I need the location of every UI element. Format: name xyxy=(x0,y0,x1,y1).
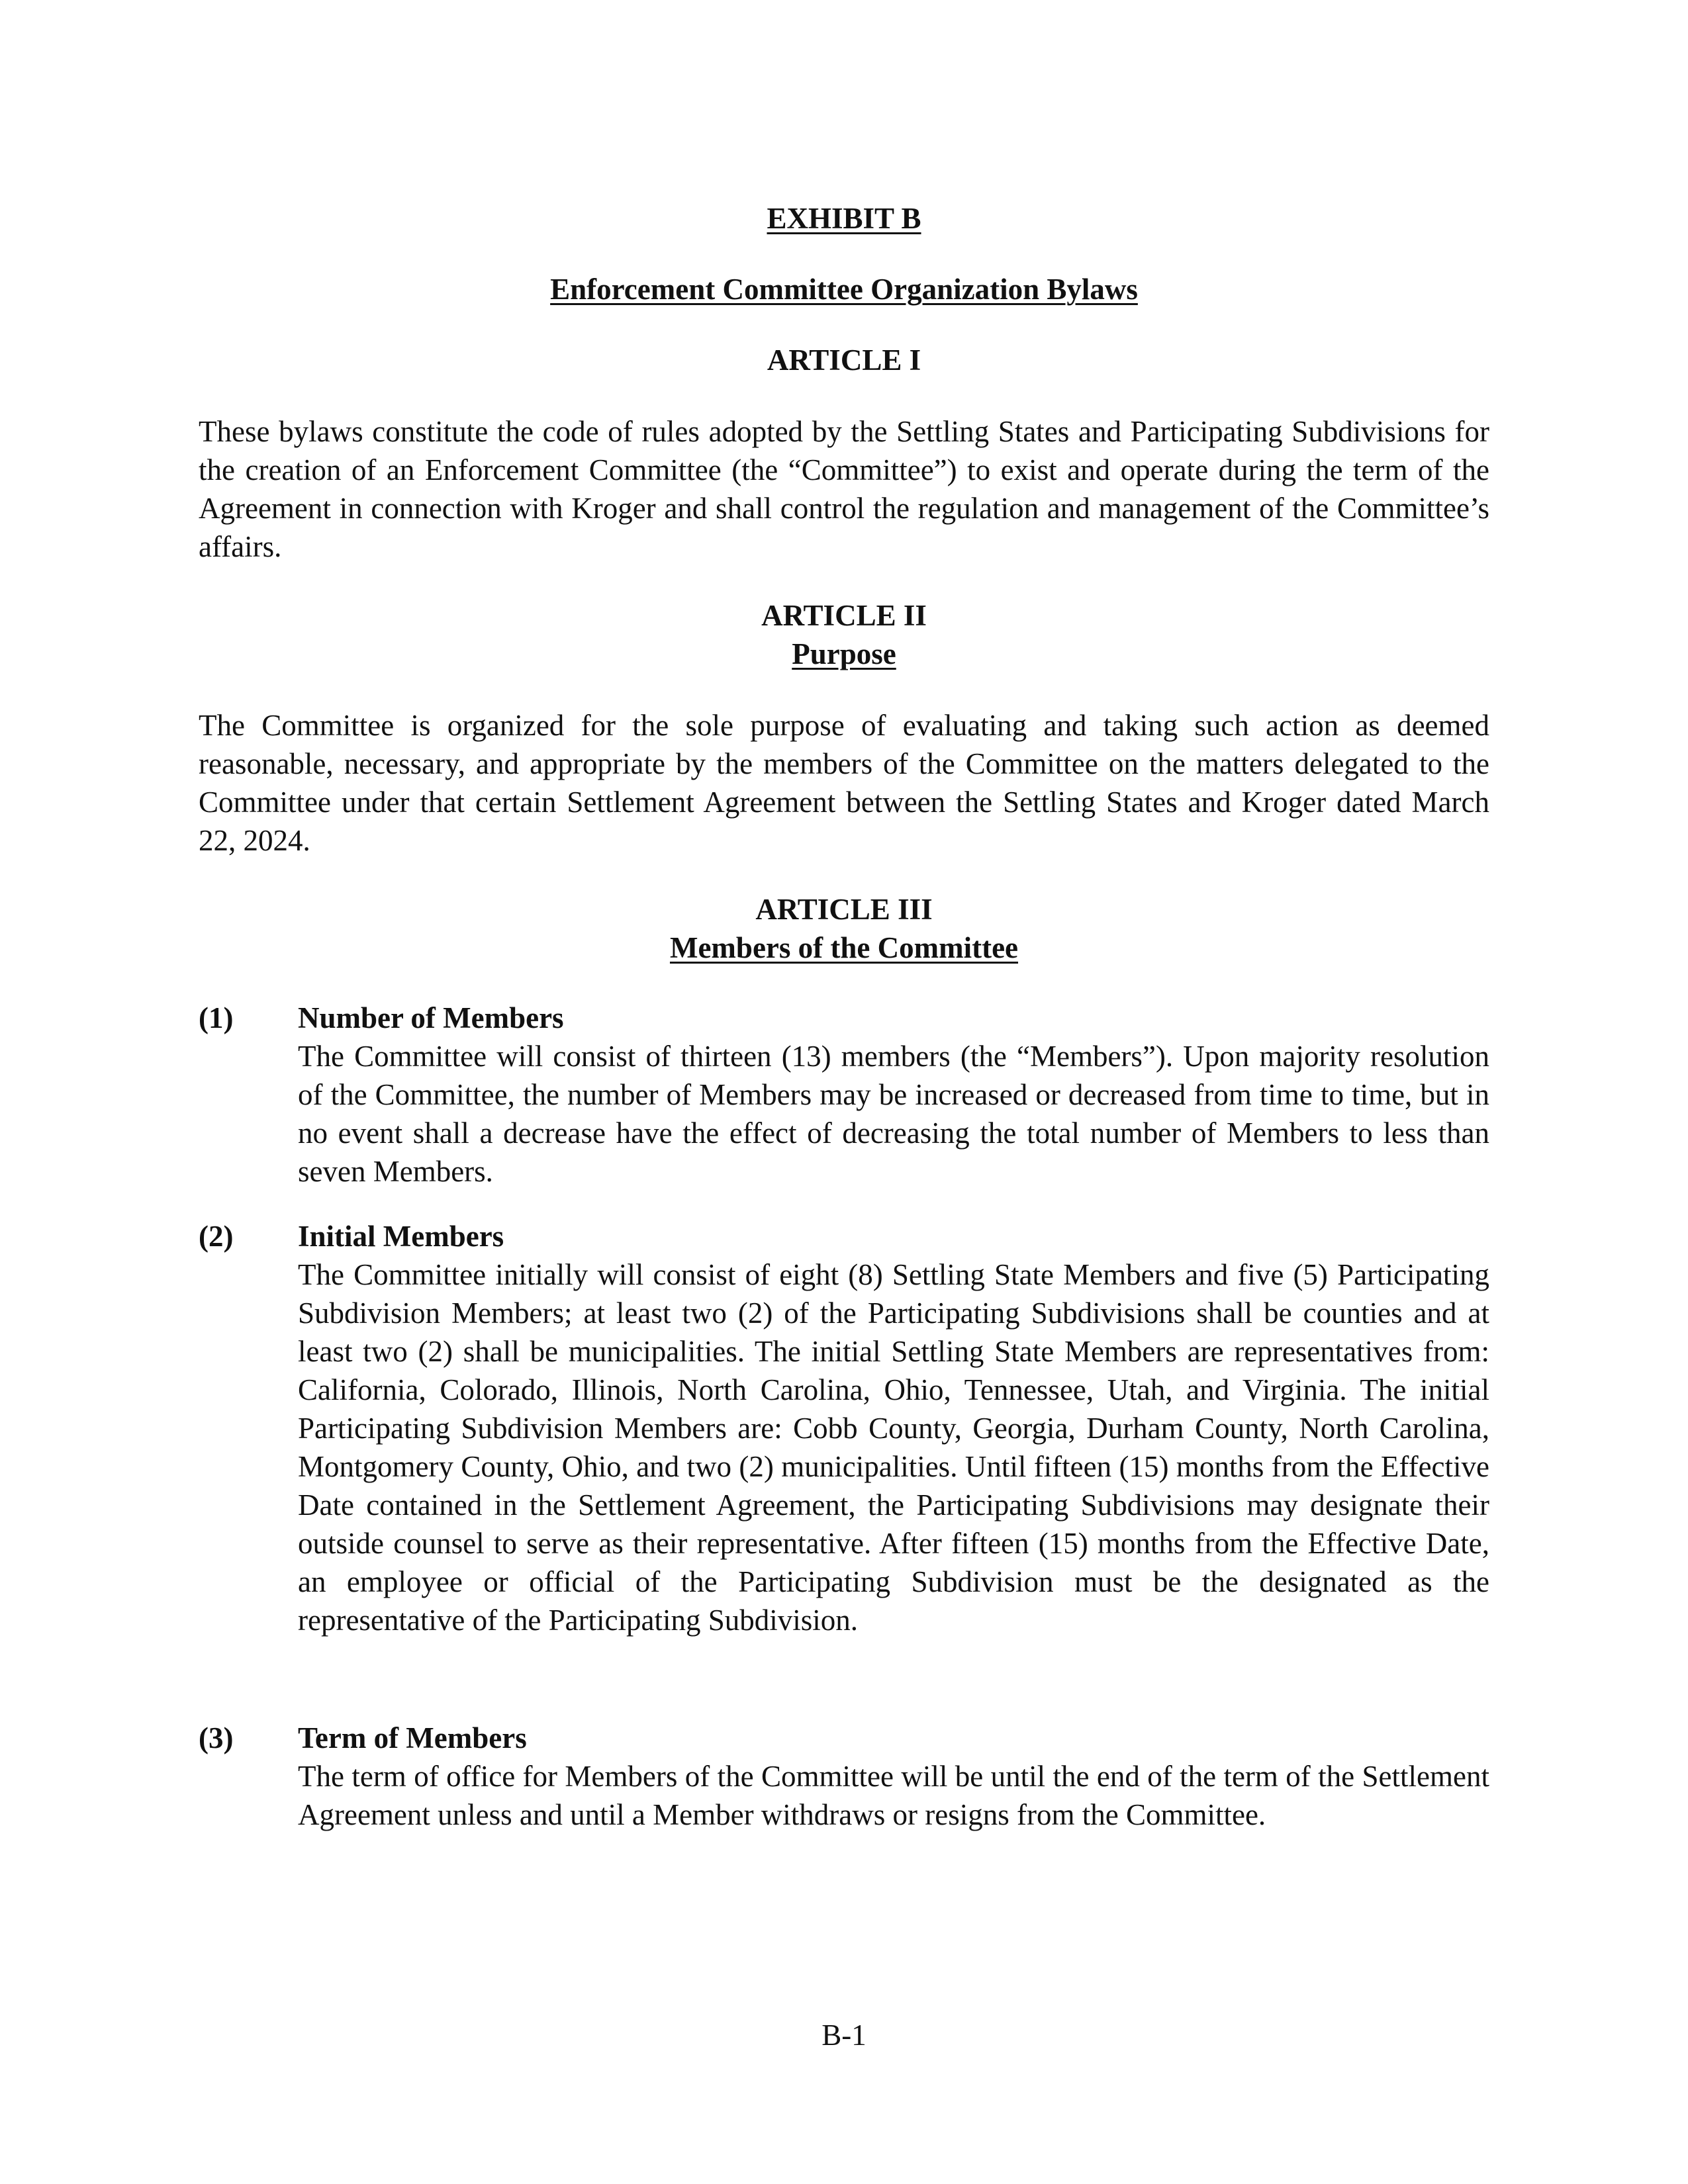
article-3-heading: ARTICLE III xyxy=(755,893,933,926)
section-text: The term of office for Members of the Committee will be until the end of the term of the Settlement Agreement unless and until a Member withdraws or resigns from the Committee. xyxy=(298,1760,1489,1831)
section-number: (2) xyxy=(199,1220,234,1253)
section-title: Number of Members xyxy=(298,1001,564,1034)
section-text: The Committee will consist of thirteen (13) members (the “Members”). Upon majority resolution of the Committee, the number of Members may be increased or decreased from time to time, but in no event shall a decrease have the effect of decreasing the total number of Members to less than seven Members. xyxy=(298,1040,1489,1188)
article-3-subheading: Members of the Committee xyxy=(669,931,1019,964)
section-number: (1) xyxy=(199,1001,234,1034)
page-number: B-1 xyxy=(821,2019,867,2052)
article-1-heading: ARTICLE I xyxy=(767,343,921,377)
exhibit-title: EXHIBIT B xyxy=(767,202,921,235)
document-subtitle: Enforcement Committee Organization Bylaws xyxy=(550,273,1138,306)
section-title: Initial Members xyxy=(298,1220,504,1253)
section-number: (3) xyxy=(199,1721,234,1754)
section-text: The Committee initially will consist of eight (8) Settling State Members and five (5) Participating Subdivision Members; at least two (2) of the Participating Subdivisions shall be counties and at least two (2) shall be municipalities. The initial Settling State Members are representatives from: California, Colorado, Illinois, North Carolina, Ohio, Tennessee, Utah, and Virginia. The initial Participating Subdivision Members are: Cobb County, Georgia, Durham County, North Carolina, Montgomery County, Ohio, and two (2) municipalities. Until fifteen (15) months from the Effective Date contained in the Settlement Agreement, the Participating Subdivisions may designate their outside counsel to serve as their representative. After fifteen (15) months from the Effective Date, an employee or official of the Participating Subdivision must be the designated as the representative of the Participating Subdivision. xyxy=(298,1258,1489,1637)
article-1-text: These bylaws constitute the code of rules adopted by the Settling States and Participating Subdivisions for the creation of an Enforcement Committee (the “Committee”) to exist and operate during the term of the Agreement in connection with Kroger and shall control the regulation and management of the Committee’s affairs. xyxy=(199,415,1489,563)
article-2-heading: ARTICLE II xyxy=(761,599,927,632)
section-title: Term of Members xyxy=(298,1721,527,1754)
article-2-subheading: Purpose xyxy=(792,637,896,670)
section-body xyxy=(298,1719,1489,1834)
section-body xyxy=(298,1217,1489,1639)
section-body xyxy=(298,999,1489,1191)
article-2-text: The Committee is organized for the sole purpose of evaluating and taking such action as deemed reasonable, necessary, and appropriate by the members of the Committee on the matters delegated to the Committee under that certain Settlement Agreement between the Settling States and Kroger dated March 22, 2024. xyxy=(199,709,1489,857)
